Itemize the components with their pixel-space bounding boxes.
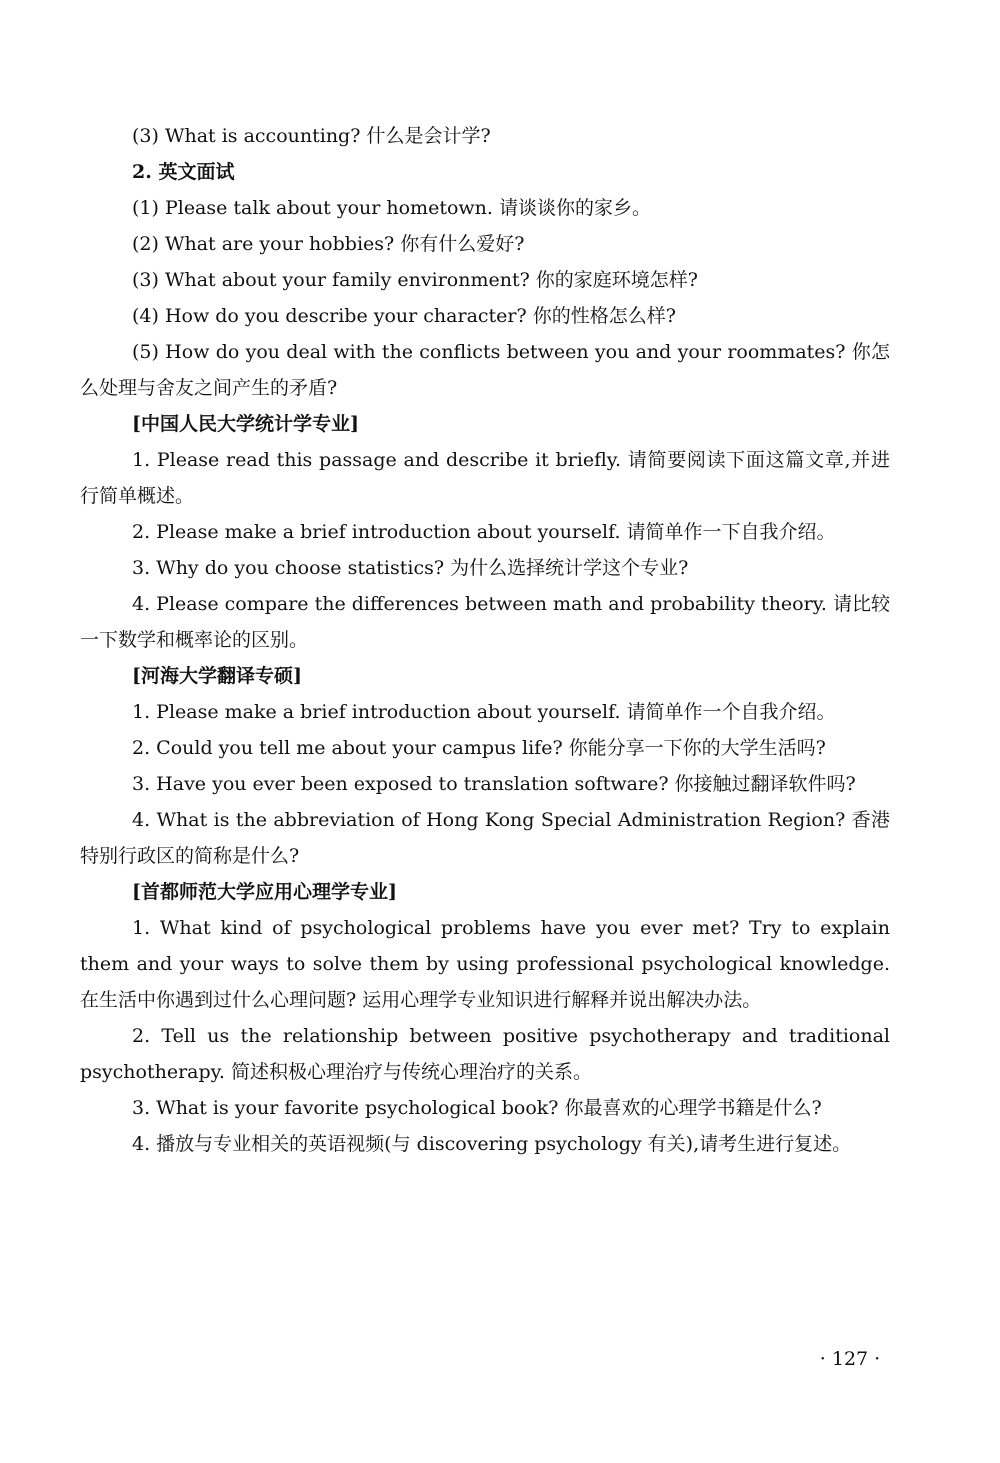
item-video-retell: 4. 播放与专业相关的英语视频(与 discovering psychology 有关),请考生进行复述。 xyxy=(132,1133,852,1155)
item-campus-life: 2. Could you tell me about your campus life? 你能分享一下你的大学生活吗? xyxy=(132,737,826,759)
section-english-interview: 2. 英文面试 xyxy=(132,161,235,183)
item-hometown: (1) Please talk about your hometown. 请谈谈你的家乡。 xyxy=(132,197,651,219)
item-family-environment: (3) What about your family environment? 你的家庭环境怎样? xyxy=(132,269,698,291)
item-roommates: (5) How do you deal with the conflicts between you and your roommates? 你怎么处理与舍友之间产生的矛盾? xyxy=(80,341,890,399)
heading-ruc-statistics: [中国人民大学统计学专业] xyxy=(132,413,359,435)
item-introduction-2: 1. Please make a brief introduction about yourself. 请简单作一个自我介绍。 xyxy=(132,701,836,723)
heading-cnu-psychology: [首都师范大学应用心理学专业] xyxy=(132,881,397,903)
item-hobbies: (2) What are your hobbies? 你有什么爱好? xyxy=(132,233,525,255)
item-psychological-problems: 1. What kind of psychological problems have you ever met? Try to explain them and your ways to solve them by using professional psychological knowledge. 在生活中你遇到过什么心理问题? 运用心理学专业知识进行解释并说出解决办法。 xyxy=(80,917,890,1011)
item-psychotherapy: 2. Tell us the relationship between positive psychotherapy and traditional psychotherapy. 简述积极心理治疗与传统心理治疗的关系。 xyxy=(80,1025,890,1083)
item-read-passage: 1. Please read this passage and describe it briefly. 请简要阅读下面这篇文章,并进行简单概述。 xyxy=(80,449,890,507)
item-introduction: 2. Please make a brief introduction about yourself. 请简单作一下自我介绍。 xyxy=(132,521,836,543)
page-content xyxy=(80,118,890,1162)
item-favorite-book: 3. What is your favorite psychological book? 你最喜欢的心理学书籍是什么? xyxy=(132,1097,822,1119)
page-number: · 127 · xyxy=(819,1348,881,1370)
item-character: (4) How do you describe your character? 你的性格怎么样? xyxy=(132,305,676,327)
item-translation-software: 3. Have you ever been exposed to translation software? 你接触过翻译软件吗? xyxy=(132,773,856,795)
item-accounting: (3) What is accounting? 什么是会计学? xyxy=(132,125,491,147)
item-math-probability: 4. Please compare the differences between math and probability theory. 请比较一下数学和概率论的区别。 xyxy=(80,593,890,651)
item-hong-kong-abbreviation: 4. What is the abbreviation of Hong Kong Special Administration Region? 香港特别行政区的简称是什么? xyxy=(80,809,890,867)
item-choose-statistics: 3. Why do you choose statistics? 为什么选择统计学这个专业? xyxy=(132,557,689,579)
heading-hohai-translation: [河海大学翻译专硕] xyxy=(132,665,302,687)
